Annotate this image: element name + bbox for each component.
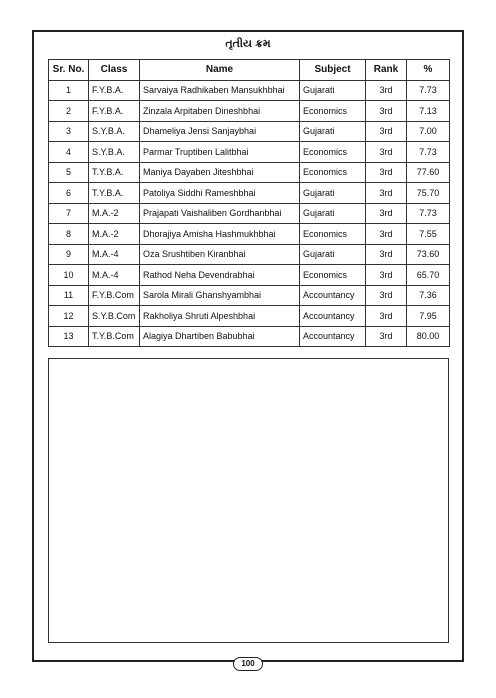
cell-percent: 77.60	[407, 162, 450, 183]
cell-percent: 7.73	[407, 203, 450, 224]
cell-percent: 7.55	[407, 224, 450, 245]
cell-rank: 3rd	[366, 142, 407, 163]
table-row	[49, 162, 450, 183]
cell-subject: Economics	[300, 162, 366, 183]
cell-percent: 65.70	[407, 265, 450, 286]
table-row	[49, 244, 450, 265]
cell-name: Oza Srushtiben Kiranbhai	[140, 244, 300, 265]
cell-sr-no: 8	[49, 224, 89, 245]
cell-percent: 7.73	[407, 142, 450, 163]
cell-rank: 3rd	[366, 244, 407, 265]
cell-rank: 3rd	[366, 203, 407, 224]
cell-sr-no: 3	[49, 121, 89, 142]
header-sr-no: Sr. No.	[49, 60, 89, 81]
header-rank: Rank	[366, 60, 407, 81]
cell-subject: Gujarati	[300, 244, 366, 265]
cell-class: T.Y.B.Com	[89, 326, 140, 347]
table-row	[49, 121, 450, 142]
cell-name: Dhorajiya Amisha Hashmukhbhai	[140, 224, 300, 245]
cell-rank: 3rd	[366, 326, 407, 347]
cell-class: M.A.-4	[89, 265, 140, 286]
cell-rank: 3rd	[366, 306, 407, 327]
cell-class: T.Y.B.A.	[89, 162, 140, 183]
cell-sr-no: 2	[49, 101, 89, 122]
table-row	[49, 101, 450, 122]
cell-name: Parmar Truptiben Lalitbhai	[140, 142, 300, 163]
cell-percent: 7.00	[407, 121, 450, 142]
cell-sr-no: 6	[49, 183, 89, 204]
cell-name: Sarvaiya Radhikaben Mansukhbhai	[140, 80, 300, 101]
cell-name: Patoliya Siddhi Rameshbhai	[140, 183, 300, 204]
cell-subject: Economics	[300, 101, 366, 122]
cell-subject: Gujarati	[300, 183, 366, 204]
table-header-row	[49, 60, 450, 81]
cell-sr-no: 10	[49, 265, 89, 286]
cell-sr-no: 4	[49, 142, 89, 163]
page-number: 100	[233, 657, 263, 671]
cell-subject: Accountancy	[300, 306, 366, 327]
cell-percent: 7.13	[407, 101, 450, 122]
header-percent: %	[407, 60, 450, 81]
cell-name: Zinzala Arpitaben Dineshbhai	[140, 101, 300, 122]
cell-rank: 3rd	[366, 285, 407, 306]
cell-subject: Gujarati	[300, 203, 366, 224]
page-title: તૃતીય ક્રમ	[225, 38, 271, 50]
table-row	[49, 183, 450, 204]
table-row	[49, 224, 450, 245]
cell-sr-no: 11	[49, 285, 89, 306]
cell-percent: 75.70	[407, 183, 450, 204]
cell-class: M.A.-2	[89, 203, 140, 224]
cell-class: S.Y.B.Com	[89, 306, 140, 327]
table-row	[49, 306, 450, 327]
header-name: Name	[140, 60, 300, 81]
cell-rank: 3rd	[366, 121, 407, 142]
cell-subject: Economics	[300, 265, 366, 286]
cell-subject: Gujarati	[300, 80, 366, 101]
cell-rank: 3rd	[366, 80, 407, 101]
cell-name: Prajapati Vaishaliben Gordhanbhai	[140, 203, 300, 224]
cell-subject: Economics	[300, 224, 366, 245]
cell-rank: 3rd	[366, 162, 407, 183]
cell-rank: 3rd	[366, 101, 407, 122]
cell-name: Sarola Mirali Ghanshyambhai	[140, 285, 300, 306]
cell-rank: 3rd	[366, 224, 407, 245]
cell-class: S.Y.B.A.	[89, 121, 140, 142]
cell-percent: 7.73	[407, 80, 450, 101]
empty-area-box	[48, 358, 449, 643]
cell-class: F.Y.B.A.	[89, 80, 140, 101]
cell-sr-no: 5	[49, 162, 89, 183]
cell-percent: 80.00	[407, 326, 450, 347]
cell-sr-no: 7	[49, 203, 89, 224]
cell-subject: Economics	[300, 142, 366, 163]
header-class: Class	[89, 60, 140, 81]
header-subject: Subject	[300, 60, 366, 81]
cell-percent: 73.60	[407, 244, 450, 265]
cell-class: M.A.-4	[89, 244, 140, 265]
cell-sr-no: 9	[49, 244, 89, 265]
cell-class: S.Y.B.A.	[89, 142, 140, 163]
rank-table	[48, 59, 450, 347]
cell-subject: Accountancy	[300, 326, 366, 347]
cell-sr-no: 1	[49, 80, 89, 101]
table-row	[49, 285, 450, 306]
table-row	[49, 203, 450, 224]
cell-class: F.Y.B.Com	[89, 285, 140, 306]
cell-name: Alagiya Dhartiben Babubhai	[140, 326, 300, 347]
table-row	[49, 326, 450, 347]
cell-name: Rakholiya Shruti Alpeshbhai	[140, 306, 300, 327]
cell-subject: Gujarati	[300, 121, 366, 142]
table-row	[49, 80, 450, 101]
cell-class: M.A.-2	[89, 224, 140, 245]
cell-class: T.Y.B.A.	[89, 183, 140, 204]
cell-sr-no: 13	[49, 326, 89, 347]
cell-name: Maniya Dayaben Jiteshbhai	[140, 162, 300, 183]
cell-rank: 3rd	[366, 183, 407, 204]
cell-sr-no: 12	[49, 306, 89, 327]
cell-class: F.Y.B.A.	[89, 101, 140, 122]
cell-name: Dhameliya Jensi Sanjaybhai	[140, 121, 300, 142]
cell-name: Rathod Neha Devendrabhai	[140, 265, 300, 286]
cell-percent: 7.95	[407, 306, 450, 327]
cell-percent: 7.36	[407, 285, 450, 306]
cell-rank: 3rd	[366, 265, 407, 286]
table-row	[49, 142, 450, 163]
cell-subject: Accountancy	[300, 285, 366, 306]
table-row	[49, 265, 450, 286]
